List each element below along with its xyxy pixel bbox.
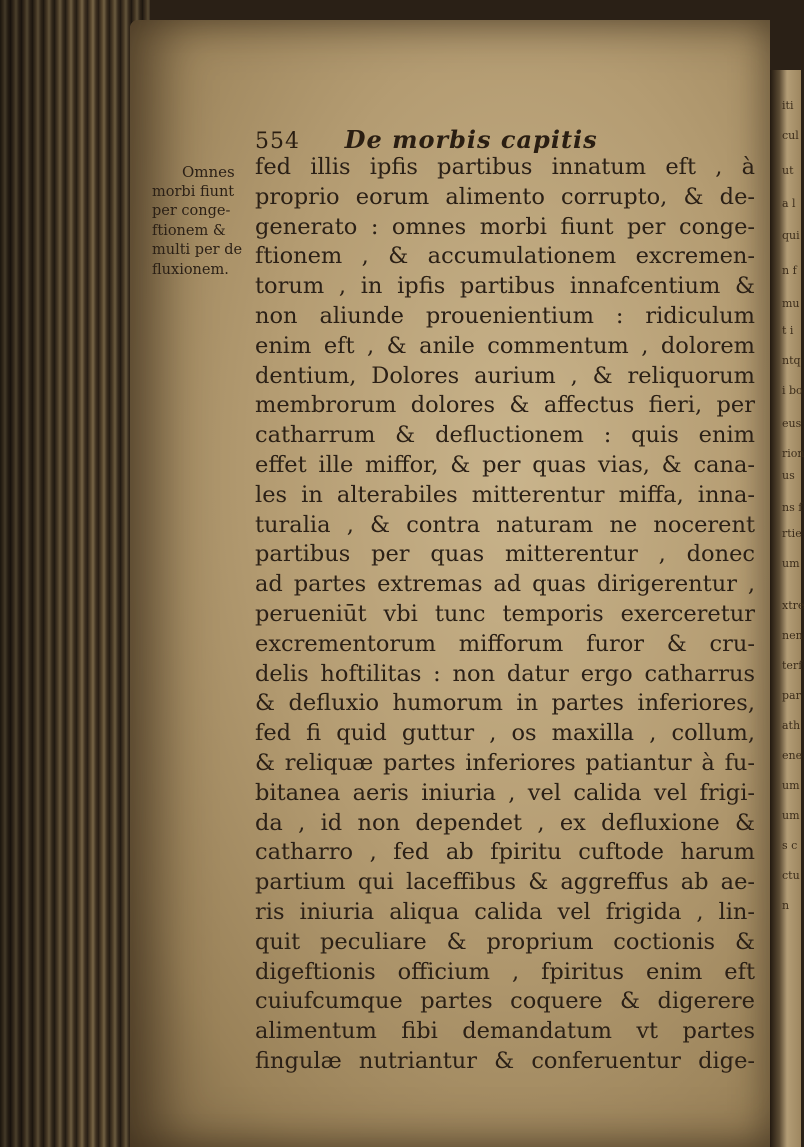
text-line: digeftionis officium , fpiritus enim eft bbox=[255, 958, 755, 985]
next-page-fragment: s c bbox=[782, 839, 798, 852]
margin-note-line: multi per de bbox=[152, 242, 243, 258]
next-page-fragment: ntq bbox=[782, 354, 801, 367]
text-line: & reliquæ partes inferiores patiantur à fu- bbox=[255, 749, 755, 776]
text-line: quit peculiare & proprium coctionis & bbox=[255, 928, 755, 955]
text-line: excrementorum mifforum furor & cru- bbox=[255, 630, 755, 657]
book-binding-left bbox=[0, 0, 150, 1147]
next-page-fragment: cul bbox=[782, 129, 799, 142]
next-page-fragment: iti bbox=[782, 99, 794, 112]
text-line: generato : omnes morbi fiunt per conge- bbox=[255, 213, 755, 240]
margin-note-line: Omnes bbox=[182, 163, 235, 181]
next-page-fragment: um bbox=[782, 779, 800, 792]
next-page-fragment: n bbox=[782, 899, 790, 912]
text-line: membrorum dolores & affectus fieri, per bbox=[255, 392, 755, 419]
next-page-fragment: xtre bbox=[782, 599, 804, 612]
next-page-fragment: t i bbox=[782, 324, 794, 337]
next-page-fragment: nen bbox=[782, 629, 803, 642]
text-line: ris iniuria aliqua calida vel frigida , lin- bbox=[255, 898, 755, 925]
text-line: fed illis ipfis partibus innatum eft , à bbox=[255, 154, 755, 180]
next-page-edge bbox=[770, 70, 804, 1147]
text-line: dentium, Dolores aurium , & reliquorum bbox=[255, 362, 755, 389]
next-page-fragment: i bo bbox=[782, 384, 803, 397]
text-line: cuiufcumque partes coquere & digerere bbox=[255, 988, 755, 1015]
next-page-fragment: us bbox=[782, 469, 795, 482]
margin-note-line: fluxionem. bbox=[152, 261, 229, 278]
next-page-fragment: um bbox=[782, 809, 800, 822]
page-number: 554 bbox=[255, 129, 300, 154]
next-page-fragment: mu bbox=[782, 297, 800, 310]
text-line: non aliunde prouenientium : ridiculum bbox=[255, 302, 755, 329]
text-line: partibus per quas mitterentur , donec bbox=[255, 541, 755, 568]
margin-note bbox=[152, 163, 252, 280]
next-page-fragment: a l bbox=[782, 197, 796, 210]
text-line: bitanea aeris iniuria , vel calida vel frigi- bbox=[255, 779, 755, 806]
text-line: perueniūt vbi tunc temporis exerceretur bbox=[255, 600, 755, 627]
text-line: fed fi quid guttur , os maxilla , collum, bbox=[255, 720, 755, 747]
text-line: alimentum fibi demandatum vt partes bbox=[255, 1018, 755, 1045]
next-page-fragment: ene bbox=[782, 749, 803, 762]
next-page-fragment: um bbox=[782, 557, 800, 570]
next-page-fragment: n f bbox=[782, 264, 797, 277]
text-line: & defluxio humorum in partes inferiores, bbox=[255, 690, 755, 717]
text-line: torum , in ipfis partibus innafcentium & bbox=[255, 273, 755, 300]
text-line: ftionem , & accumulationem excremen- bbox=[255, 243, 755, 270]
next-page-fragment: rion bbox=[782, 447, 804, 460]
text-line: effet ille miffor, & per quas vias, & cana- bbox=[255, 451, 755, 478]
text-line: da , id non dependet , ex defluxione & bbox=[255, 809, 755, 836]
next-page-fragment: par bbox=[782, 689, 801, 702]
next-page-fragment: ath bbox=[782, 719, 801, 732]
running-title: De morbis capitis bbox=[344, 125, 598, 154]
page-header bbox=[255, 125, 598, 154]
text-line: enim eft , & anile commentum , dolorem bbox=[255, 332, 755, 359]
next-page-fragment: ns f bbox=[782, 501, 803, 514]
margin-note-line: ftionem & bbox=[152, 222, 226, 239]
next-page-fragment: rtie bbox=[782, 527, 802, 540]
text-line: catharro , fed ab fpiritu cuftode harum bbox=[255, 839, 755, 866]
next-page-fragment: terf bbox=[782, 659, 803, 672]
text-line: delis hoftilitas : non datur ergo catharrus bbox=[255, 660, 755, 687]
next-page-fragment: ctu bbox=[782, 869, 800, 882]
text-line: partium qui laceffibus & aggreffus ab ae- bbox=[255, 869, 755, 896]
next-page-fragment: ut bbox=[782, 164, 794, 177]
margin-note-line: morbi fiunt bbox=[152, 183, 235, 200]
text-line: proprio eorum alimento corrupto, & de- bbox=[255, 183, 755, 210]
margin-note-line: per conge- bbox=[152, 203, 231, 219]
next-page-fragment: qui bbox=[782, 229, 800, 242]
body-text bbox=[255, 153, 755, 1077]
text-line: fingulæ nutriantur & conferuentur dige- bbox=[255, 1047, 755, 1074]
text-line: turalia , & contra naturam ne nocerent bbox=[255, 511, 755, 538]
next-page-fragment: eus bbox=[782, 417, 802, 430]
text-line: catharrum & defluctionem : quis enim bbox=[255, 422, 755, 449]
text-line: ad partes extremas ad quas dirigerentur , bbox=[255, 571, 755, 598]
text-line: les in alterabiles mitterentur miffa, inna- bbox=[255, 481, 755, 508]
